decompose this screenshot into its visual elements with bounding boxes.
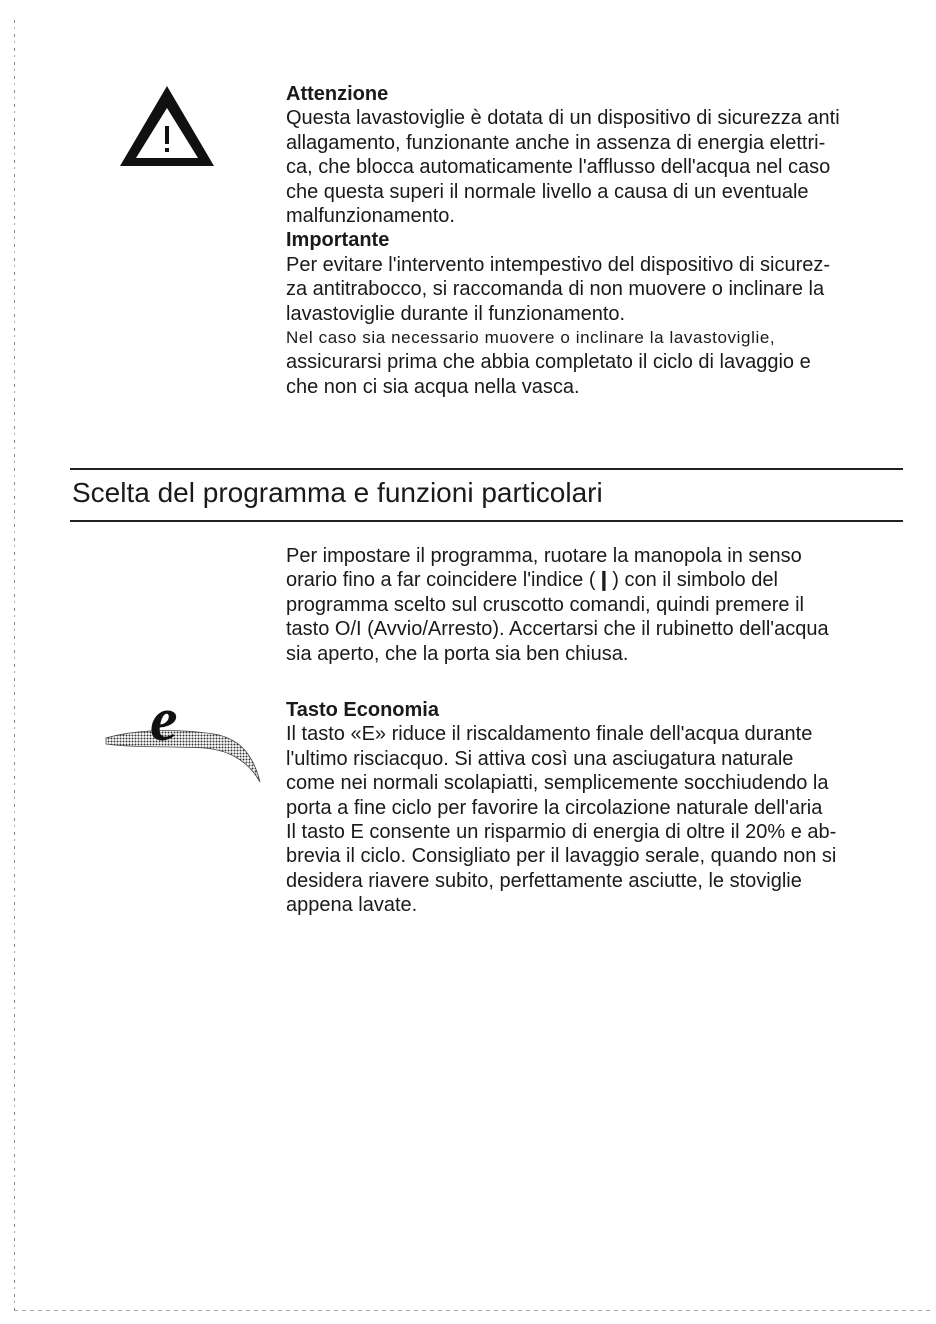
note-small-line: Nel caso sia necessario muovere o inclinare la lavastoviglie, xyxy=(286,328,776,348)
note-line: assicurarsi prima che abbia completato il ciclo di lavaggio e xyxy=(286,351,811,374)
economy-line: brevia il ciclo. Consigliato per il lavaggio serale, quando non si xyxy=(286,845,837,868)
program-line: sia aperto, che la porta sia ben chiusa. xyxy=(286,642,629,665)
important-line: Per evitare l'intervento intempestivo del dispositivo di sicurez- xyxy=(286,253,831,276)
note-line: che non ci sia acqua nella vasca. xyxy=(286,375,580,398)
program-line: orario fino a far coincidere l'indice (❙) con il simbolo del xyxy=(286,569,778,592)
attention-heading: Attenzione xyxy=(286,83,389,105)
important-heading: Importante xyxy=(286,229,390,252)
economy-e-logo-icon xyxy=(104,692,266,790)
svg-text:e: e xyxy=(150,692,178,754)
section-rule-bottom xyxy=(70,520,903,522)
section-title: Scelta del programma e funzioni particolari xyxy=(72,477,603,508)
economy-line: Il tasto E consente un risparmio di energia di oltre il 20% e ab- xyxy=(286,821,837,844)
important-line: za antitrabocco, si raccomanda di non muovere o inclinare la xyxy=(286,278,825,301)
program-text-block xyxy=(286,544,903,666)
economy-line: porta a fine ciclo per favorire la circolazione naturale dell'aria xyxy=(286,796,823,819)
section-rule-top xyxy=(70,468,903,470)
economy-text-block xyxy=(286,698,903,918)
economy-line: desidera riavere subito, perfettamente asciutte, le stoviglie xyxy=(286,869,802,892)
scan-edge-bottom xyxy=(14,1310,934,1311)
warning-text-block xyxy=(286,82,903,399)
economy-line: appena lavate. xyxy=(286,894,418,917)
economy-heading: Tasto Economia xyxy=(286,699,439,721)
economy-line: Il tasto «E» riduce il riscaldamento finale dell'acqua durante xyxy=(286,723,813,746)
attention-line: Questa lavastoviglie è dotata di un dispositivo di sicurezza anti xyxy=(286,107,840,130)
warning-triangle-icon xyxy=(118,84,216,168)
important-line: lavastoviglie durante il funzionamento. xyxy=(286,302,626,325)
program-line: programma scelto sul cruscotto comandi, quindi premere il xyxy=(286,593,804,616)
attention-line: ca, che blocca automaticamente l'afflusso dell'acqua nel caso xyxy=(286,156,831,179)
scan-edge-left xyxy=(14,20,15,1310)
economy-line: come nei normali scolapiatti, semplicemente socchiudendo la xyxy=(286,772,829,795)
attention-line: che questa superi il normale livello a causa di un eventuale xyxy=(286,180,809,203)
program-line: tasto O/I (Avvio/Arresto). Accertarsi che il rubinetto dell'acqua xyxy=(286,618,829,641)
program-line: Per impostare il programma, ruotare la manopola in senso xyxy=(286,545,802,567)
attention-line: allagamento, funzionante anche in assenza di energia elettri- xyxy=(286,131,826,154)
attention-line: malfunzionamento. xyxy=(286,205,455,228)
economy-line: l'ultimo risciacquo. Si attiva così una asciugatura naturale xyxy=(286,747,794,770)
